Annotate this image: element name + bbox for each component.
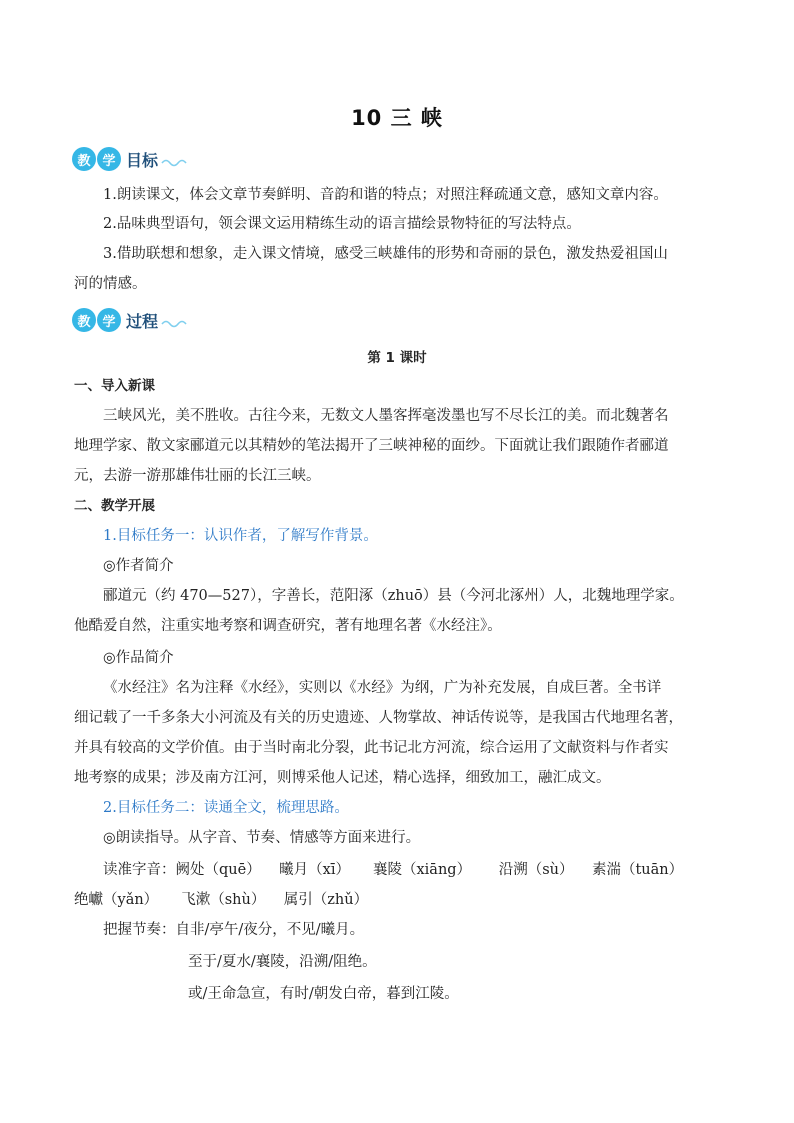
- author-label: ◎作者简介: [103, 558, 174, 574]
- pronunciation-line: 读准字音：阙处（quē） 曦月（xī） 襄陵（xiāng） 沿溯（sù） 素湍（tuān）: [103, 862, 684, 878]
- process-section-badge: [72, 308, 187, 332]
- goal-line: 3.借助联想和想象，走入课文情境，感受三峡雄伟的形势和奇丽的景色，激发热爱祖国山: [103, 246, 668, 262]
- goal-line: 河的情感。: [74, 276, 147, 292]
- wave-decoration-icon: [161, 318, 187, 328]
- pronunciation-line: 绝巘（yǎn） 飞漱（shù） 属引（zhǔ）: [74, 892, 369, 908]
- paragraph-line: 他酷爱自然，注重实地考察和调查研究，著有地理名著《水经注》。: [74, 618, 502, 634]
- paragraph-line: 《水经注》名为注释《水经》，实则以《水经》为纲，广为补充发展，自成巨著。全书详: [103, 680, 662, 696]
- paragraph-line: 地理学家、散文家郦道元以其精妙的笔法揭开了三峡神秘的面纱。下面就让我们跟随作者郦道: [74, 438, 669, 454]
- work-label: ◎作品简介: [103, 650, 174, 666]
- rhythm-line: 或/王命急宣，有时/朝发白帝，暮到江陵。: [188, 986, 459, 1002]
- goal-line: 1.朗读课文，体会文章节奏鲜明、音韵和谐的特点；对照注释疏通文意，感知文章内容。: [103, 187, 668, 203]
- wave-decoration-icon: [161, 157, 187, 167]
- page-title: 10 三 峡: [351, 106, 443, 130]
- paragraph-line: 郦道元（约 470—527），字善长，范阳涿（zhuō）县（今河北涿州）人，北魏地理学家。: [103, 588, 684, 604]
- process-section-title: 过程: [126, 311, 159, 331]
- goals-section-badge: [72, 147, 187, 171]
- rhythm-line: 至于/夏水/襄陵，沿溯/阻绝。: [188, 954, 377, 970]
- reading-guide-line: ◎朗读指导。从字音、节奏、情感等方面来进行。: [103, 830, 421, 846]
- badge-circle: 学: [97, 147, 121, 171]
- task1-line: 1.目标任务一：认识作者，了解写作背景。: [103, 528, 378, 544]
- badge-circle: 学: [97, 308, 121, 332]
- task2-line: 2.目标任务二：读通全文，梳理思路。: [103, 800, 349, 816]
- lesson-label: 第 1 课时: [367, 350, 427, 366]
- part1-heading: 一、导入新课: [74, 378, 155, 394]
- paragraph-line: 元，去游一游那雄伟壮丽的长江三峡。: [74, 468, 321, 484]
- badge-circle: 教: [72, 147, 96, 171]
- goal-line: 2.品味典型语句，领会课文运用精练生动的语言描绘景物特征的写法特点。: [103, 216, 581, 232]
- goals-section-title: 目标: [126, 150, 159, 170]
- paragraph-line: 地考察的成果；涉及南方江河，则博采他人记述，精心选择，细致加工，融汇成文。: [74, 770, 611, 786]
- paragraph-line: 三峡风光，美不胜收。古往今来，无数文人墨客挥毫泼墨也写不尽长江的美。而北魏著名: [103, 408, 669, 424]
- badge-circle: 教: [72, 308, 96, 332]
- part2-heading: 二、教学开展: [74, 498, 155, 514]
- paragraph-line: 并具有较高的文学价值。由于当时南北分裂，此书记北方河流，综合运用了文献资料与作者实: [74, 740, 669, 756]
- rhythm-line: 把握节奏：自非/亭午/夜分，不见/曦月。: [103, 922, 365, 938]
- paragraph-line: 细记载了一千多条大小河流及有关的历史遗迹、人物掌故、神话传说等，是我国古代地理名著，: [74, 710, 683, 726]
